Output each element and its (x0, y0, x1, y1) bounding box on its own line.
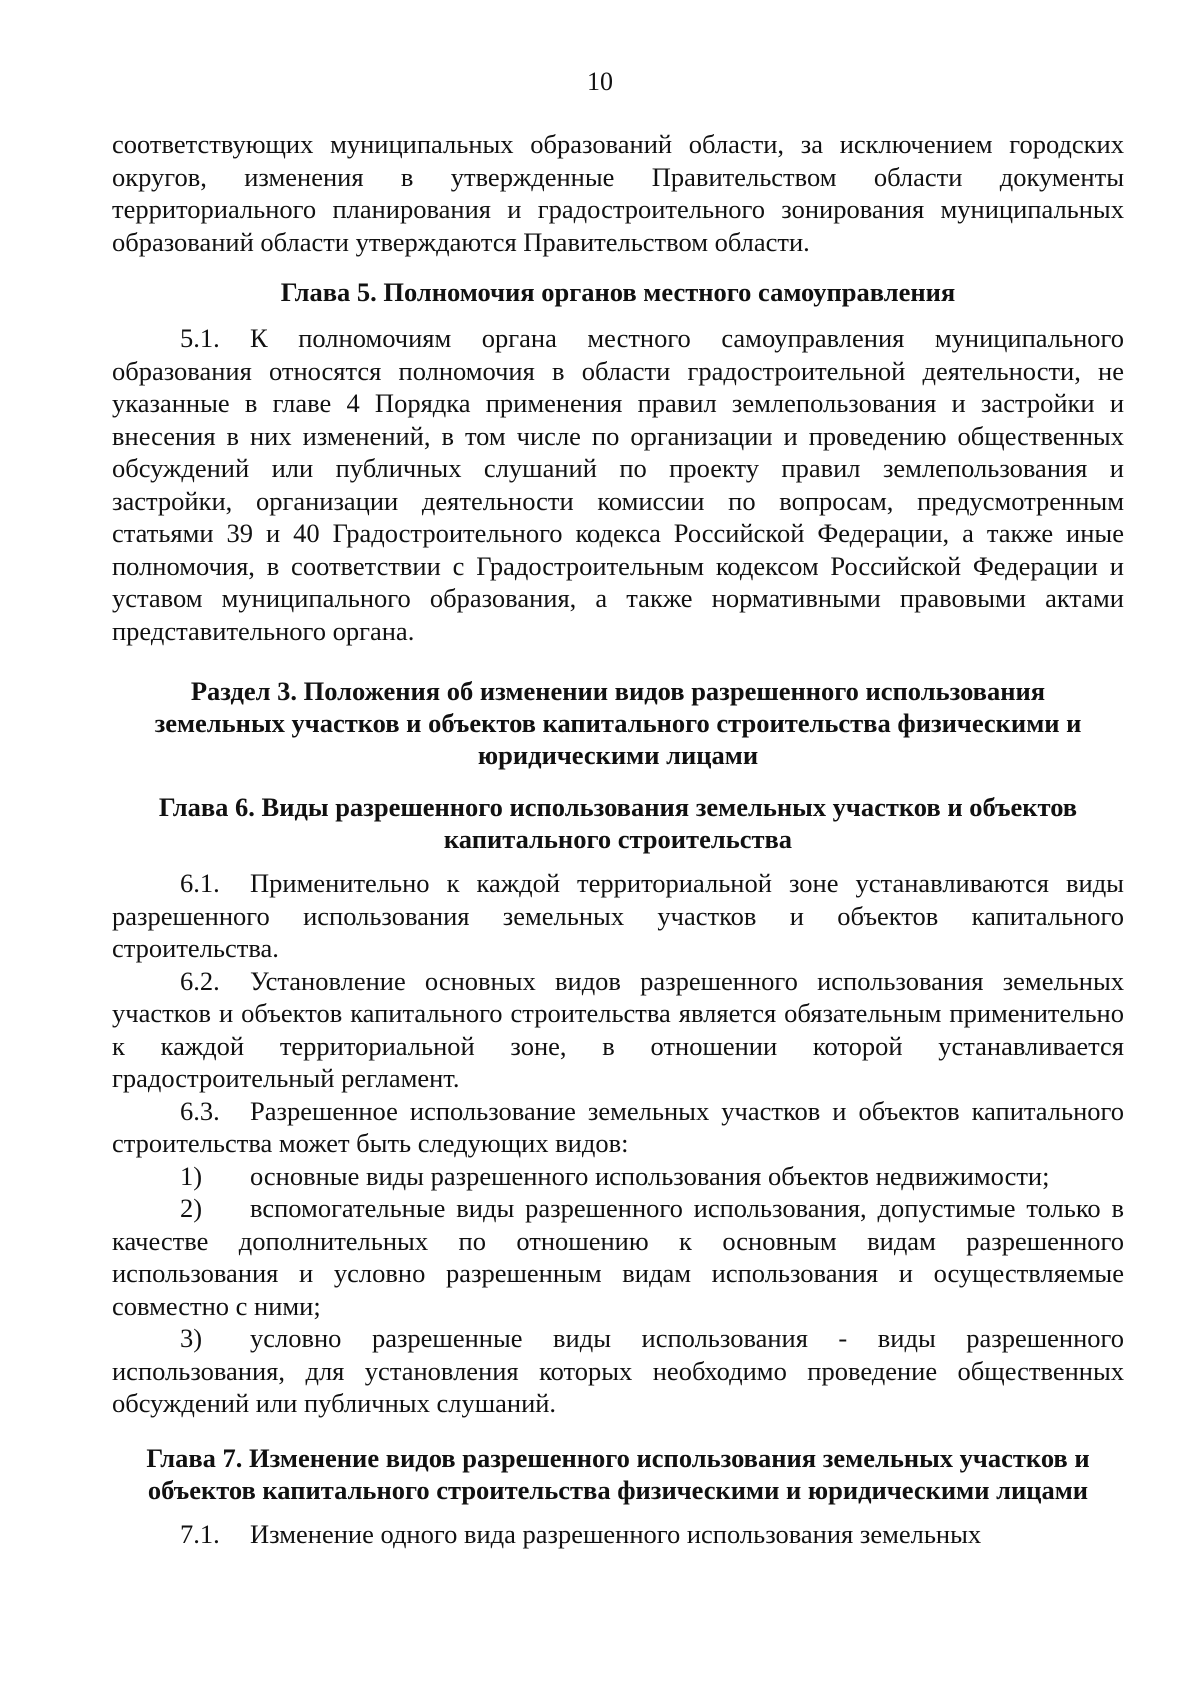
paragraph-number: 7.1. (180, 1518, 220, 1549)
paragraph-6-1 (112, 867, 1124, 965)
list-item-text: основные виды разрешенного использования объектов недвижимости; (250, 1160, 1050, 1191)
heading-line: земельных участков и объектов капитального строительства физическими и (154, 708, 1082, 738)
paragraph-text: К полномочиям органа местного самоуправления муниципального образования относятся полномочия в области градостроительной деятельности, не указанные в главе 4 Порядка применения правил землепользования и застройки и внесения в них изменений, в том числе по организации и проведению общественных обсуждений или публичных слушаний по проекту правил землепользования и застройки, организации деятельности комиссии по вопросам, предусмотренным статьями 39 и 40 Градостроительного кодекса Российской Федерации, а также иные полномочия, в соответствии с Градостроительным кодексом Российской Федерации и уставом муниципального образования, а также нормативными правовыми актами представительного органа. (112, 323, 1124, 646)
paragraph-6-2 (112, 965, 1124, 1095)
list-item-number: 2) (180, 1193, 203, 1223)
section-3-heading (112, 675, 1124, 771)
heading-line: Раздел 3. Положения об изменении видов разрешенного использования (190, 676, 1046, 706)
paragraph-text: Изменение одного вида разрешенного использования земельных (250, 1518, 982, 1549)
list-item (112, 1192, 1124, 1322)
chapter-7-heading (112, 1442, 1124, 1506)
list-item-number: 1) (180, 1160, 203, 1191)
intro-paragraph: соответствующих муниципальных образований области, за исключением городских округов, изменения в утвержденные Правительством области документы территориального планирования и градостроительного зонирования муниципальных образований области утверждаются Правительством области. (112, 129, 1124, 257)
paragraph-5-1 (112, 322, 1124, 647)
heading-line: Глава 6. Виды разрешенного использования земельных участков и объектов (158, 792, 1078, 822)
page-number: 10 (587, 67, 613, 96)
list-item-text: условно разрешенные виды использования - виды разрешенного использования, для установления которых необходимо проведение общественных обсуждений или публичных слушаний. (112, 1323, 1124, 1418)
heading-line: Глава 7. Изменение видов разрешенного использования земельных участков и (146, 1442, 1090, 1473)
paragraph-text: Разрешенное использование земельных участков и объектов капитального строительства может быть следующих видов: (112, 1095, 1124, 1158)
list-item-number: 3) (180, 1323, 203, 1353)
heading-line: капитального строительства (443, 824, 793, 854)
paragraph-text: Применительно к каждой территориальной зоне устанавливаются виды разрешенного использования земельных участков и объектов капитального строительства. (112, 868, 1124, 963)
list-item-text: вспомогательные виды разрешенного использования, допустимые только в качестве дополнительных по отношению к основным видам разрешенного использования и условно разрешенным видам использования и осуществляемые совместно с ними; (112, 1193, 1124, 1321)
list-item (112, 1160, 1124, 1193)
heading-line: юридическими лицами (477, 740, 759, 770)
paragraph-number: 6.2. (180, 965, 220, 996)
paragraph-number: 6.1. (180, 868, 220, 898)
paragraph-6-3 (112, 1095, 1124, 1160)
page-content (112, 128, 1124, 1550)
paragraph-7-1 (112, 1518, 1124, 1551)
paragraph-text: Установление основных видов разрешенного использования земельных участков и объектов капитального строительства является обязательным применительно к каждой территориальной зоне, в отношении которой устанавливается градостроительный регламент. (112, 965, 1124, 1093)
list-item (112, 1322, 1124, 1420)
chapter-6-heading (112, 791, 1124, 855)
paragraph-number: 5.1. (180, 323, 220, 353)
heading-line: объектов капитального строительства физическими и юридическими лицами (147, 1474, 1089, 1505)
paragraph-number: 6.3. (180, 1095, 220, 1126)
chapter-5-heading: Глава 5. Полномочия органов местного самоуправления (280, 277, 956, 307)
